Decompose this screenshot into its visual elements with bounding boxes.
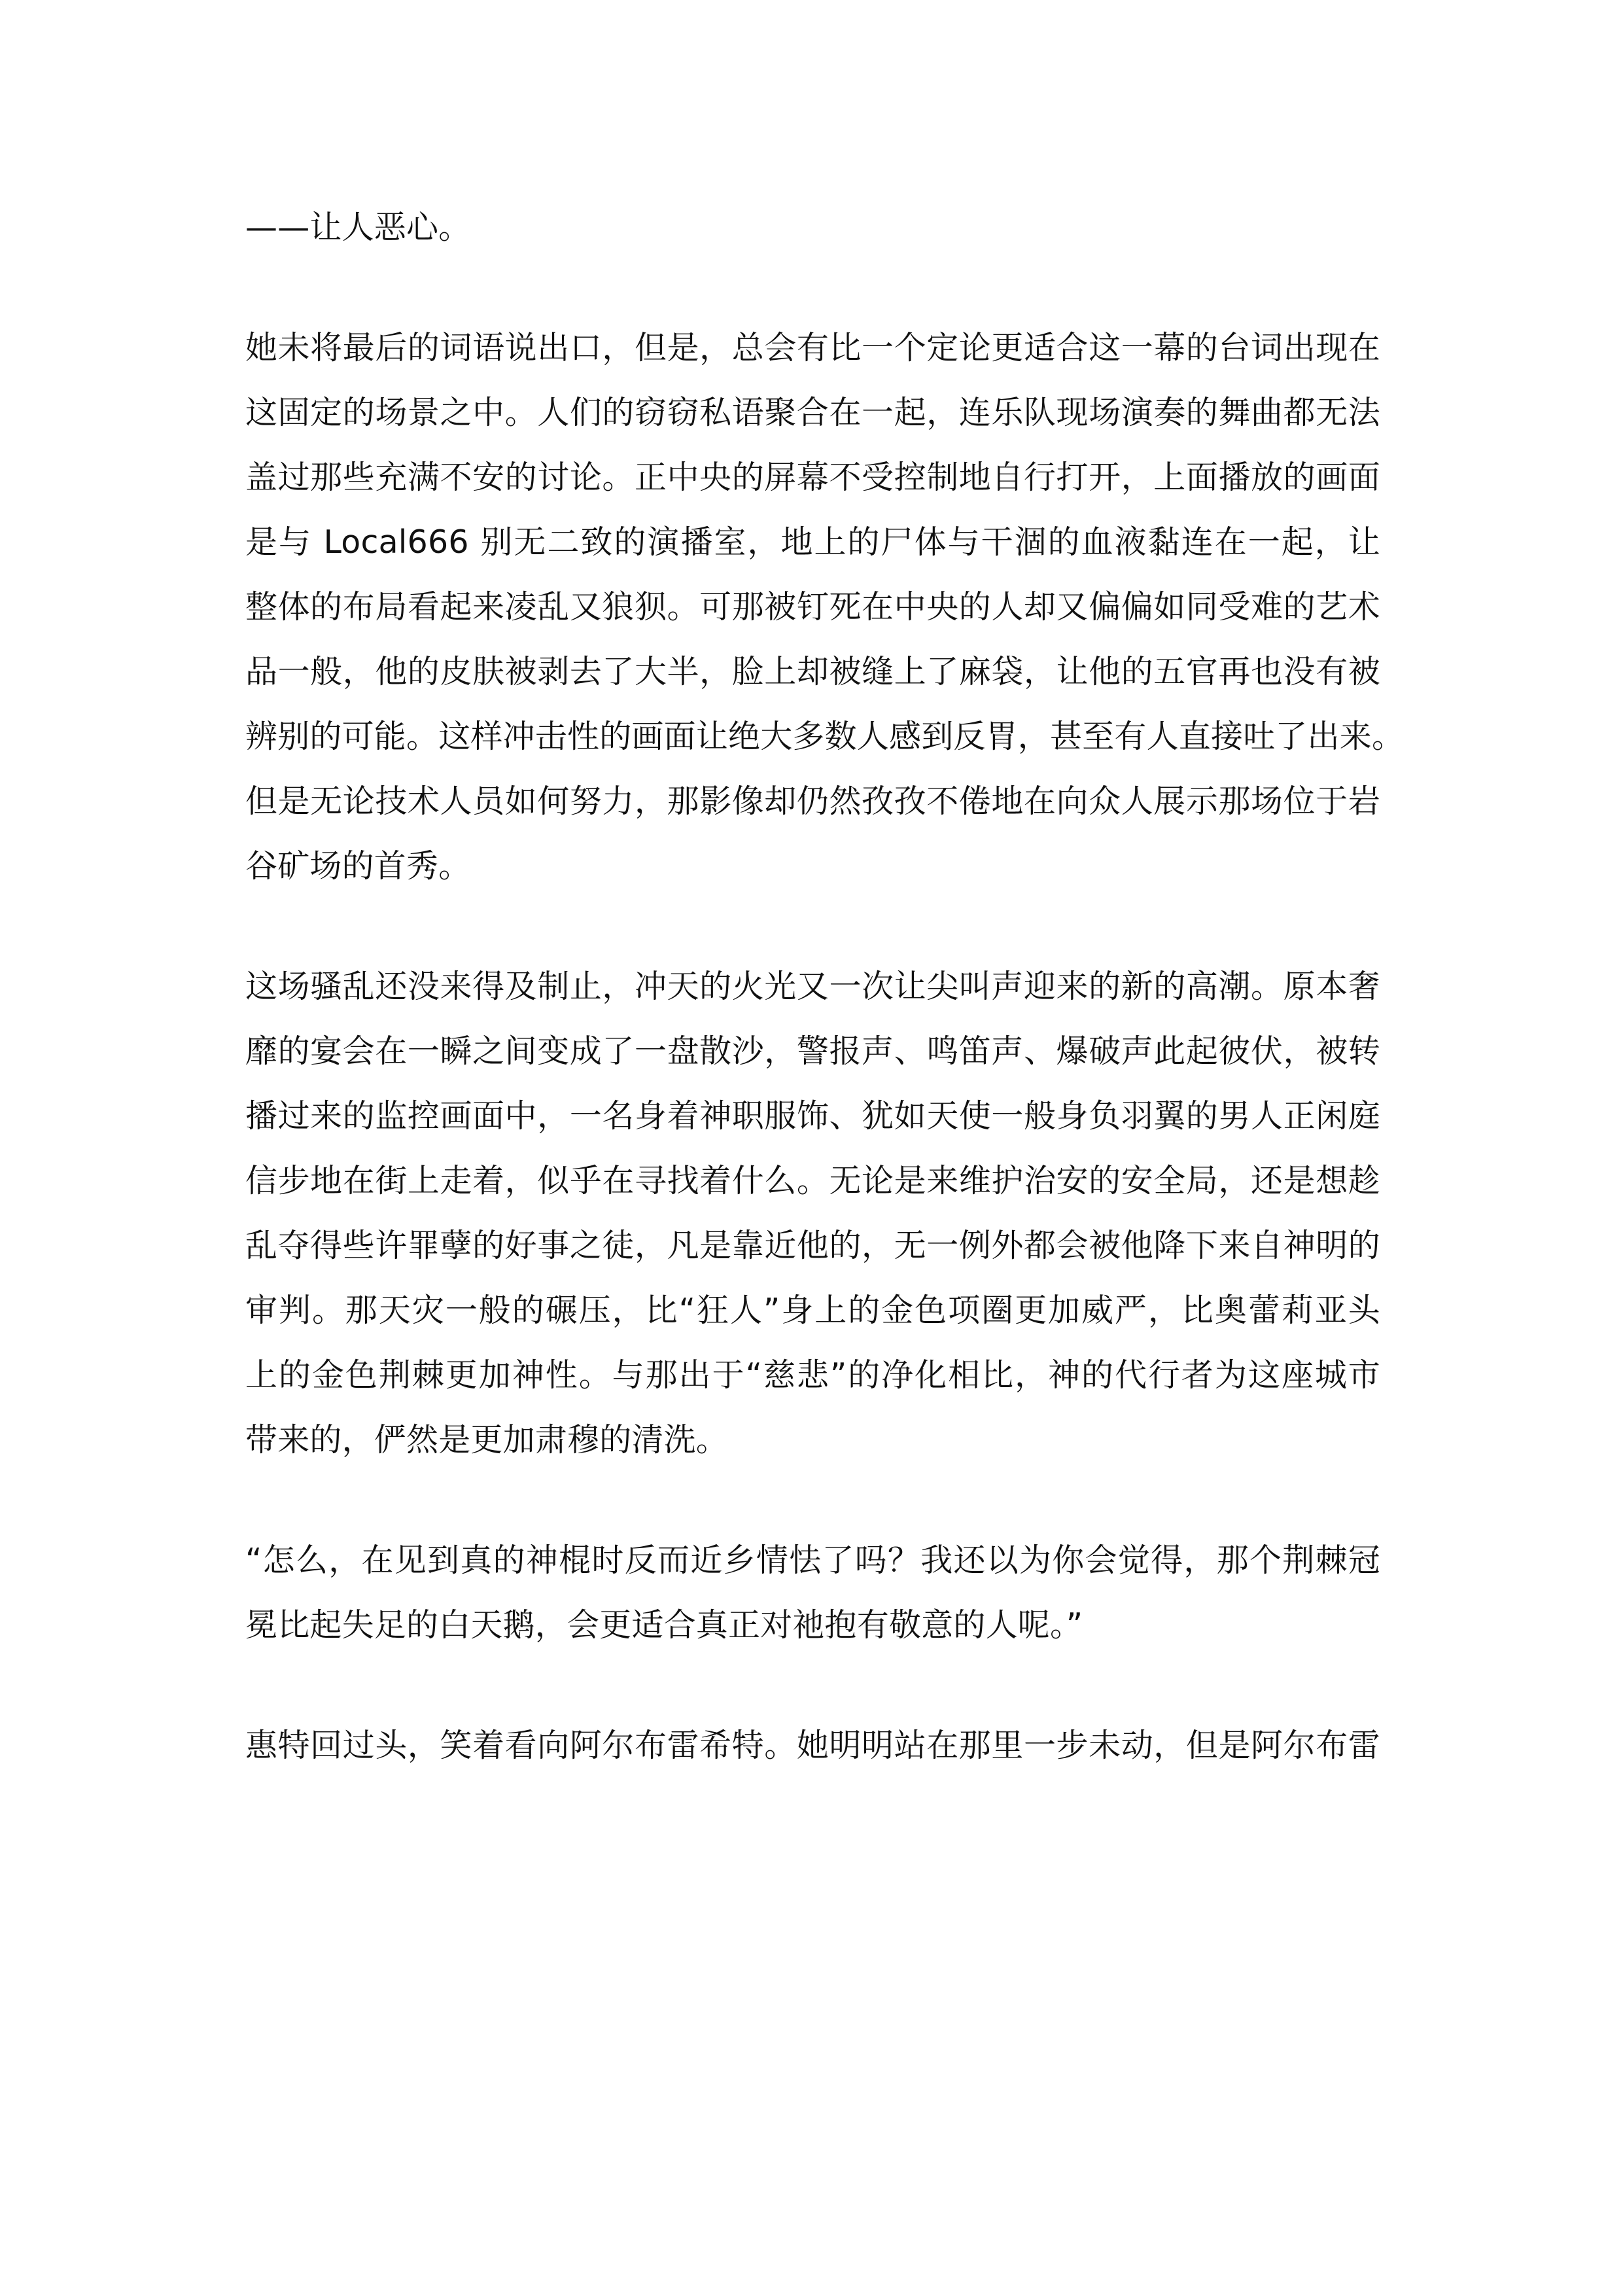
paragraph-5-line-1: 惠特回过头，笑着看向阿尔布雷希特。她明明站在那里一步未动，但是阿尔布雷	[245, 1727, 1380, 1764]
paragraph-3-line-5: 乱夺得些许罪孽的好事之徒，凡是靠近他的，无一例外都会被他降下来自神明的	[245, 1227, 1380, 1264]
paragraph-2-line-3: 盖过那些充满不安的讨论。正中央的屏幕不受控制地自行打开，上面播放的画面	[245, 459, 1380, 496]
paragraph-3-line-4: 信步地在街上走着，似乎在寻找着什么。无论是来维护治安的安全局，还是想趁	[245, 1162, 1380, 1199]
paragraph-2-line-1: 她未将最后的词语说出口，但是，总会有比一个定论更适合这一幕的台词出现在	[245, 329, 1380, 366]
paragraph-1-line-1: ——让人恶心。	[245, 209, 471, 246]
paragraph-2-line-8: 但是无论技术人员如何努力，那影像却仍然孜孜不倦地在向众人展示那场位于岩	[245, 783, 1380, 820]
paragraph-2-line-6: 品一般，他的皮肤被剥去了大半，脸上却被缝上了麻袋，让他的五官再也没有被	[245, 653, 1380, 690]
paragraph-2-line-7: 辨别的可能。这样冲击性的画面让绝大多数人感到反胃，甚至有人直接吐了出来。	[245, 718, 1405, 755]
paragraph-3-line-3: 播过来的监控画面中，一名身着神职服饰、犹如天使一般身负羽翼的男人正闲庭	[245, 1097, 1380, 1135]
paragraph-3-line-7: 上的金色荆棘更加神性。与那出于“慈悲”的净化相比，神的代行者为这座城市	[245, 1356, 1380, 1394]
paragraph-3-line-1: 这场骚乱还没来得及制止，冲天的火光又一次让尖叫声迎来的新的高潮。原本奢	[245, 968, 1380, 1005]
paragraph-2-line-9: 谷矿场的首秀。	[245, 847, 471, 885]
paragraph-2-line-2: 这固定的场景之中。人们的窃窃私语聚合在一起，连乐队现场演奏的舞曲都无法	[245, 394, 1380, 431]
paragraph-2-line-4: 是与 Local666 别无二致的演播室，地上的尸体与干涸的血液黏连在一起，让	[245, 523, 1380, 561]
paragraph-2-line-5: 整体的布局看起来凌乱又狼狈。可那被钉死在中央的人却又偏偏如同受难的艺术	[245, 588, 1380, 626]
paragraph-3-line-2: 靡的宴会在一瞬之间变成了一盘散沙，警报声、鸣笛声、爆破声此起彼伏，被转	[245, 1033, 1380, 1070]
paragraph-3-line-6: 审判。那天灾一般的碾压，比“狂人”身上的金色项圈更加威严，比奥蕾莉亚头	[245, 1292, 1380, 1329]
paragraph-4-line-2: 冕比起失足的白天鹅，会更适合真正对祂抱有敬意的人呢。”	[245, 1606, 1083, 1644]
paragraph-4-line-1: “怎么，在见到真的神棍时反而近乡情怯了吗？我还以为你会觉得，那个荆棘冠	[245, 1542, 1380, 1579]
paragraph-3-line-8: 带来的，俨然是更加肃穆的清洗。	[245, 1421, 729, 1458]
